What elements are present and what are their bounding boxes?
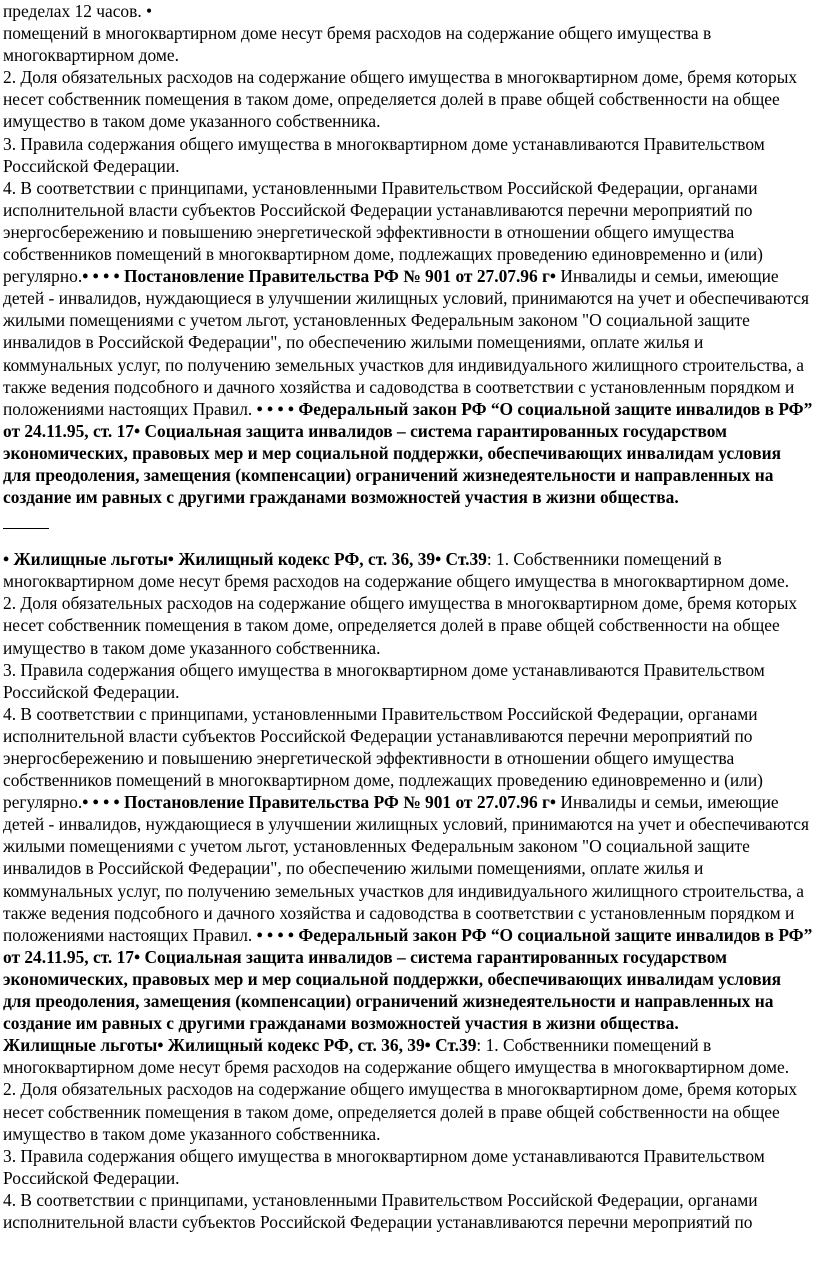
section-2-lead	[3, 548, 813, 592]
social-protection-definition: Социальная защита инвалидов – система гарантированных государством экономических, правовых мер и мер социальной поддержки, обеспечивающих инвалидам условия для преодоления, замещения (компенсации) ограничений жизнедеятельности и направленных на создание им равных с другими гражданами возможностей участия в жизни общества.	[3, 420, 782, 508]
footnote-separator	[3, 528, 49, 529]
paragraph-3: 3. Правила содержания общего имущества в многоквартирном доме устанавливаются Правительством Российской Федерации.	[3, 1145, 765, 1188]
paragraph-4-text: 4. В соответствии с принципами, установленными Правительством Российской Федерации, органами исполнительной власти субъектов Российской Федерации устанавливаются перечни мероприятий по энергосбережению и повышению энергетической эффективности в отношении общего имущества собственников помещений в многоквартирном доме, подлежащих проведению единовременно и (или) регулярно.	[3, 703, 763, 813]
decree-title: Постановление Правительства РФ № 901 от 27.07.96 г•	[123, 266, 557, 287]
invalids-text: Инвалиды и семьи, имеющие детей - инвалидов, нуждающиеся в улучшении жилищных условий, принимаются на учет и обеспечиваются жилыми помещениями с учетом льгот, установленных Федеральным законом "О социальной защите инвалидов в Российской Федерации", по обеспечению жилыми помещениями, оплате жилья и коммунальных услуг, по получению земельных участков для индивидуального жилищного строительства, а также ведения подсобного и дачного хозяйства и садоводства в соответствии с установленным порядком и положениями настоящих Правил.	[3, 792, 809, 945]
paragraph-4	[3, 177, 813, 508]
bullet-group: • • • •	[82, 792, 120, 813]
bullet-group: • • • •	[252, 398, 294, 419]
paragraph-3: 3. Правила содержания общего имущества в многоквартирном доме устанавливаются Правительством Российской Федерации.	[3, 133, 765, 176]
housing-benefits-heading: Жилищные льготы•	[9, 549, 174, 570]
paragraph-2: 2. Доля обязательных расходов на содержание общего имущества в многоквартирном доме, бремя которых несет собственник помещения в таком доме, определяется долей в праве общей собственности на общее имущество в таком доме указанного собственника.	[3, 593, 798, 658]
paragraph-2: 2. Доля обязательных расходов на содержание общего имущества в многоквартирном доме, бремя которых несет собственник помещения в таком доме, определяется долей в праве общей собственности на общее имущество в таком доме указанного собственника.	[3, 67, 798, 132]
decree-title: Постановление Правительства РФ № 901 от 27.07.96 г•	[123, 792, 557, 813]
bullet: •	[3, 549, 10, 570]
paragraph-4-partial: 4. В соответствии с принципами, установленными Правительством Российской Федерации, органами исполнительной власти субъектов Российской Федерации устанавливаются перечни мероприятий по	[3, 1189, 758, 1232]
article-39-paragraph-1: : 1. Собственники помещений в многоквартирном доме несут бремя расходов на содержание общего имущества в многоквартирном доме.	[3, 1035, 790, 1078]
article-39-label: Ст.39	[441, 549, 487, 570]
paragraph-2: 2. Доля обязательных расходов на содержание общего имущества в многоквартирном доме, бремя которых несет собственник помещения в таком доме, определяется долей в праве общей собственности на общее имущество в таком доме указанного собственника.	[3, 1079, 798, 1144]
article-39-paragraph-1: : 1. Собственники помещений в многоквартирном доме несут бремя расходов на содержание общего имущества в многоквартирном доме.	[3, 549, 790, 592]
housing-benefits-heading: Жилищные льготы•	[3, 1035, 164, 1056]
federal-law-title: Федеральный закон РФ “О социальной защите инвалидов в РФ” от 24.11.95, ст. 17•	[3, 924, 813, 967]
invalids-text: Инвалиды и семьи, имеющие детей - инвалидов, нуждающиеся в улучшении жилищных условий, принимаются на учет и обеспечиваются жилыми помещениями с учетом льгот, установленных Федеральным законом "О социальной защите инвалидов в Российской Федерации", по обеспечению жилыми помещениями, оплате жилья и коммунальных услуг, по получению земельных участков для индивидуального жилищного строительства, а также ведения подсобного и дачного хозяйства и садоводства в соответствии с установленным порядком и положениями настоящих Правил.	[3, 266, 809, 419]
housing-code-heading: Жилищный кодекс РФ, ст. 36, 39•	[163, 1035, 431, 1056]
paragraph-4-text: 4. В соответствии с принципами, установленными Правительством Российской Федерации, органами исполнительной власти субъектов Российской Федерации устанавливаются перечни мероприятий по энергосбережению и повышению энергетической эффективности в отношении общего имущества собственников помещений в многоквартирном доме, подлежащих проведению единовременно и (или) регулярно.	[3, 177, 763, 287]
housing-code-heading: Жилищный кодекс РФ, ст. 36, 39•	[173, 549, 442, 570]
federal-law-title: Федеральный закон РФ “О социальной защите инвалидов в РФ” от 24.11.95, ст. 17•	[3, 398, 813, 441]
paragraph-3: 3. Правила содержания общего имущества в многоквартирном доме устанавливаются Правительством Российской Федерации.	[3, 659, 765, 702]
bullet-group: • • • •	[82, 266, 120, 287]
section-3-lead	[3, 1034, 813, 1078]
article-39-label: Ст.39	[430, 1035, 477, 1056]
paragraph-1-continuation: помещений в многоквартирном доме несут бремя расходов на содержание общего имущества в многоквартирном доме.	[3, 23, 712, 66]
social-protection-definition: Социальная защита инвалидов – система гарантированных государством экономических, правовых мер и мер социальной поддержки, обеспечивающих инвалидам условия для преодоления, замещения (компенсации) ограничений жизнедеятельности и направленных на создание им равных с другими гражданами возможностей участия в жизни общества.	[3, 946, 782, 1034]
bullet-group: • • • •	[252, 924, 294, 945]
top-fragment: пределах 12 часов. •	[3, 1, 153, 21]
paragraph-4	[3, 703, 813, 1034]
